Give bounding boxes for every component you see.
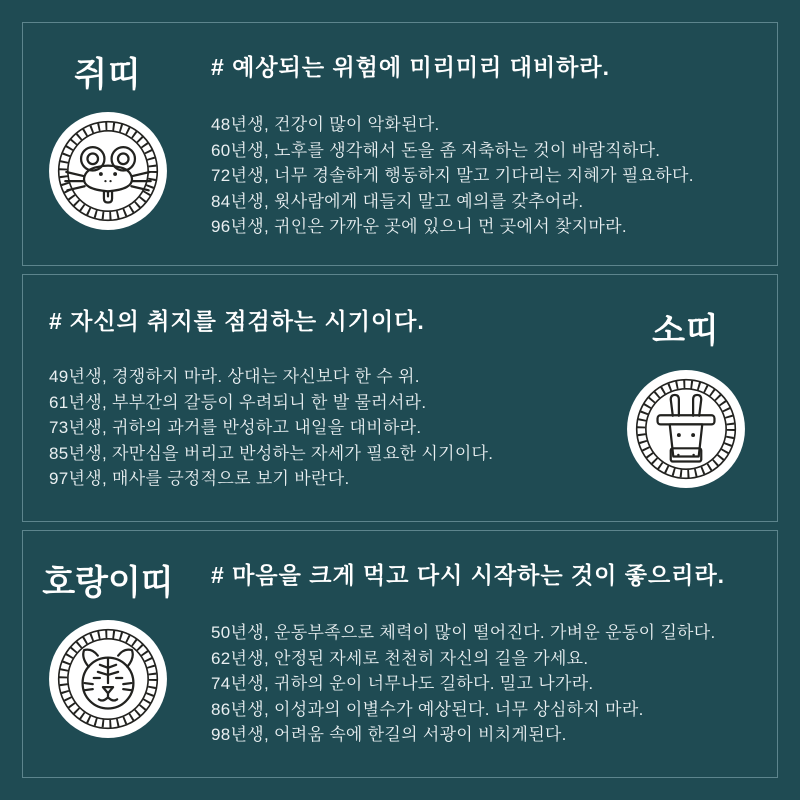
ox-side-column [601, 275, 771, 490]
tiger-fortune-block [193, 531, 777, 748]
tiger-side-column [23, 531, 193, 740]
ox-icon [625, 368, 747, 490]
panel-tiger [22, 530, 778, 778]
zodiac-name-tiger: 호랑이띠 [42, 564, 174, 602]
fortune-line: 97년생, 매사를 긍정적으로 보기 바란다. [49, 469, 350, 489]
fortune-line: 62년생, 안정된 자세로 천천히 자신의 길을 가세요. [211, 648, 589, 668]
zodiac-name-rat: 쥐띠 [74, 56, 142, 94]
fortune-line: 96년생, 귀인은 가까운 곳에 있으니 먼 곳에서 찾지마라. [211, 217, 627, 237]
rat-headline: # 예상되는 위험에 미리미리 대비하라. [211, 54, 611, 80]
zodiac-name-ox: 소띠 [652, 312, 720, 350]
rat-side-column [23, 23, 193, 232]
fortune-line: 60년생, 노후를 생각해서 돈을 좀 저축하는 것이 바람직하다. [211, 140, 661, 160]
ox-headline: # 자신의 취지를 점검하는 시기이다. [49, 308, 425, 334]
fortune-line: 49년생, 경쟁하지 마라. 상대는 자신보다 한 수 위. [49, 367, 420, 386]
panel-rat [22, 22, 778, 266]
ox-fortune-lines [49, 364, 577, 492]
tiger-fortune-lines [211, 620, 753, 748]
fortune-line: 98년생, 어려움 속에 한길의 서광이 비치게된다. [211, 725, 567, 745]
rat-fortune-block [193, 23, 777, 240]
fortune-line: 86년생, 이성과의 이별수가 예상된다. 너무 상심하지 마라. [211, 699, 644, 719]
rat-fortune-lines [211, 112, 753, 240]
tiger-icon [47, 618, 169, 740]
fortune-line: 48년생, 건강이 많이 악화된다. [211, 115, 440, 134]
fortune-line: 72년생, 너무 경솔하게 행동하지 말고 기다리는 지혜가 필요하다. [211, 166, 694, 186]
fortune-line: 61년생, 부부간의 갈등이 우려되니 한 발 물러서라. [49, 392, 427, 412]
fortune-line: 74년생, 귀하의 운이 너무나도 길하다. 밀고 나가라. [211, 674, 594, 694]
fortune-line: 84년생, 윗사람에게 대들지 말고 예의를 갖추어라. [211, 191, 584, 211]
tiger-headline: # 마음을 크게 먹고 다시 시작하는 것이 좋으리라. [211, 562, 726, 588]
fortune-line: 50년생, 운동부족으로 체력이 많이 떨어진다. 가벼운 운동이 길하다. [211, 623, 716, 642]
fortune-line: 73년생, 귀하의 과거를 반성하고 내일을 대비하라. [49, 418, 422, 438]
fortune-line: 85년생, 자만심을 버리고 반성하는 자세가 필요한 시기이다. [49, 443, 494, 463]
rat-icon [47, 110, 169, 232]
panel-ox [22, 274, 778, 522]
